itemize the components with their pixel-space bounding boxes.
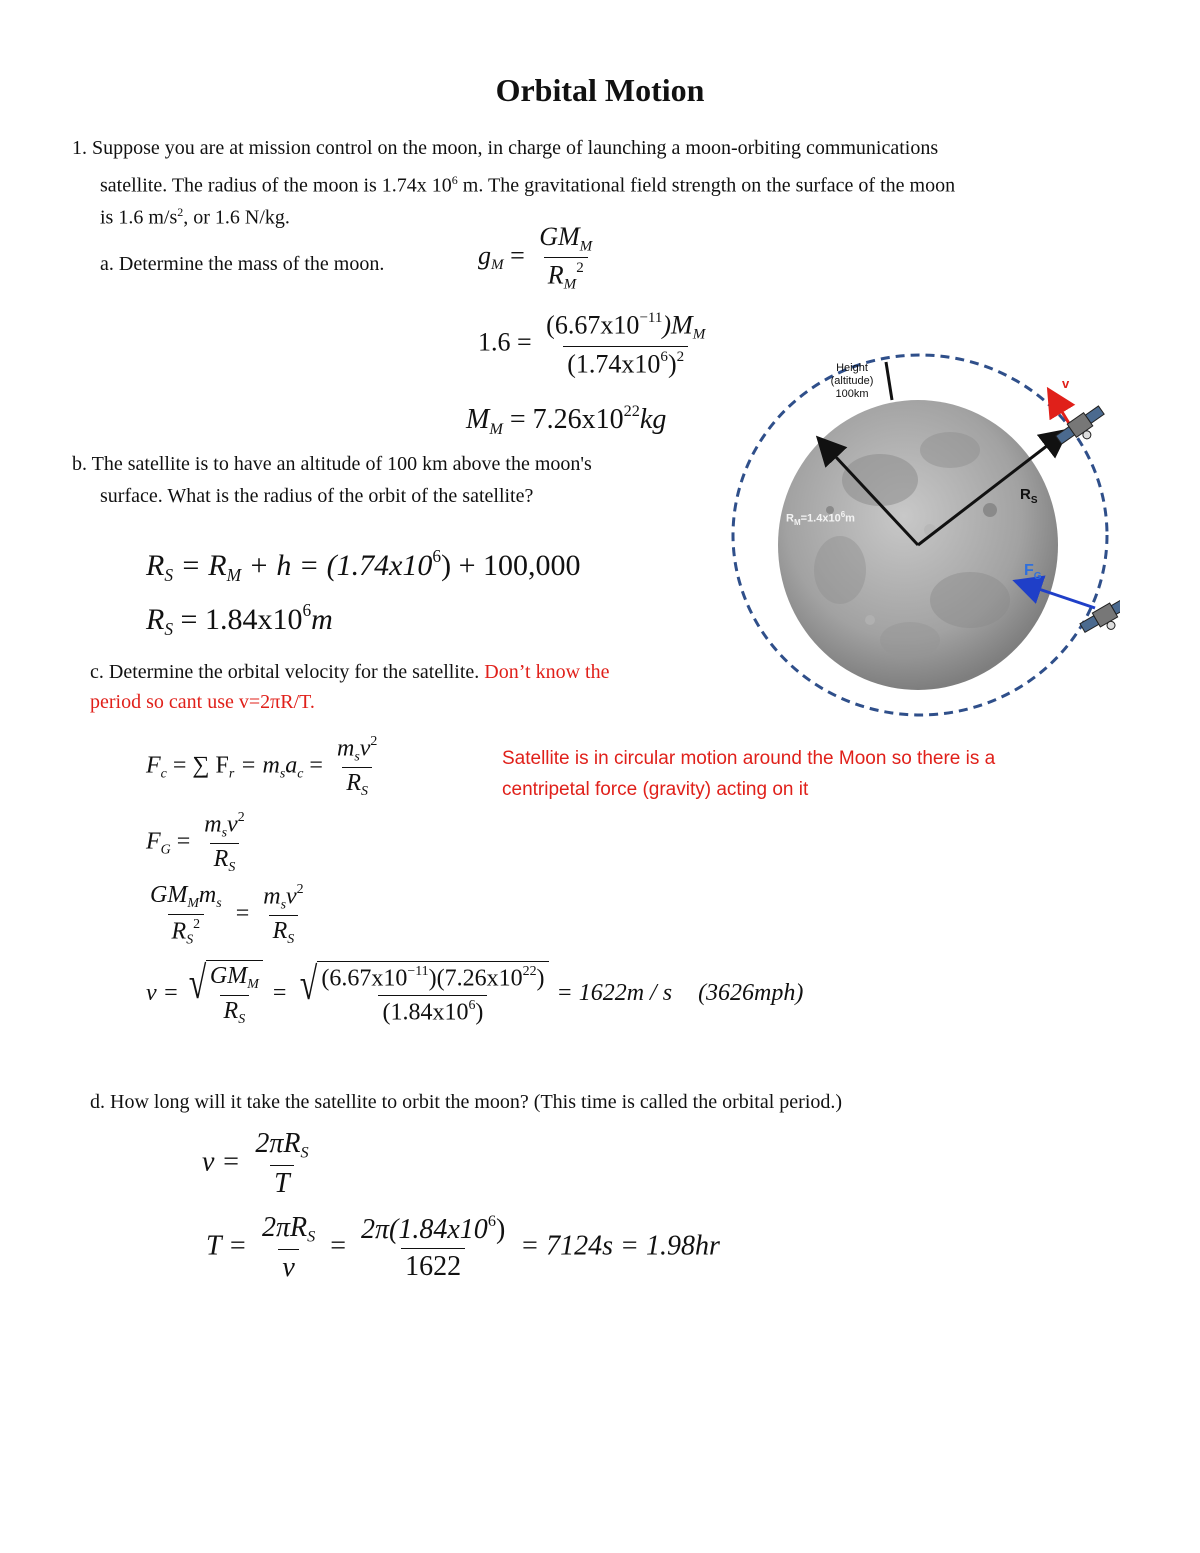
eq-subscript: S xyxy=(361,784,368,800)
equation-period xyxy=(206,1212,720,1284)
eq-term: a xyxy=(285,752,298,779)
eq-fraction xyxy=(535,222,596,294)
eq-superscript: 2 xyxy=(296,882,304,897)
eq-symbol: F xyxy=(146,752,161,779)
eq-denominator: ) xyxy=(475,999,484,1026)
moon-radius-unit: m xyxy=(845,512,855,525)
eq-superscript: −11 xyxy=(407,964,429,980)
problem-number: 1. xyxy=(72,137,87,159)
eq-equals: = xyxy=(170,828,191,855)
eq-superscript: 2 xyxy=(370,734,378,749)
eq-superscript: 6 xyxy=(302,600,312,620)
orbit-diagram xyxy=(720,340,1120,740)
eq-numerator: v xyxy=(227,811,238,838)
eq-symbol: F xyxy=(146,828,161,855)
equation-orbit-radius xyxy=(146,546,581,586)
eq-subscript: S xyxy=(238,1011,246,1027)
problem-text-3b: , or 1.6 N/kg. xyxy=(183,206,290,229)
eq-numerator: GM xyxy=(150,882,188,908)
problem-text-2a: satellite. The radius of the moon is 1.74x 10 xyxy=(100,174,452,197)
problem-text-1: Suppose you are at mission control on the moon, in charge of launching a moon-orbiting communications xyxy=(92,137,939,159)
moon-radius-symbol: R xyxy=(786,512,794,525)
part-c-question: c. Determine the orbital velocity for the satellite. xyxy=(90,661,480,683)
orbit-radius-symbol: R xyxy=(1020,486,1031,503)
eq-subscript: S xyxy=(186,932,194,948)
eq-term: = m xyxy=(234,752,280,779)
problem-line-2 xyxy=(100,168,955,198)
eq-denominator-tail: ) xyxy=(667,348,677,378)
eq-symbol: g xyxy=(478,240,491,270)
part-b-line-1: b. The satellite is to have an altitude of 100 km above the moon's xyxy=(72,453,592,475)
eq-numerator: 2πR xyxy=(255,1128,301,1159)
velocity-label: v xyxy=(1062,376,1070,391)
orbit-radius-label xyxy=(1020,486,1038,506)
eq-numerator: GM xyxy=(209,963,248,989)
eq-superscript: 6 xyxy=(432,546,442,566)
altitude-label xyxy=(818,362,886,401)
eq-denominator: R xyxy=(547,260,564,290)
eq-superscript: −11 xyxy=(639,310,663,326)
problem-exponent: 6 xyxy=(451,173,458,187)
eq-numerator: 2πR xyxy=(261,1212,308,1243)
eq-subscript: M xyxy=(226,565,242,586)
eq-term: = R xyxy=(173,549,227,583)
eq-numerator: m xyxy=(198,882,217,908)
altitude-label-line-3: 100km xyxy=(835,388,869,400)
eq-superscript: 2 xyxy=(676,348,685,365)
eq-denominator: v xyxy=(282,1251,295,1283)
moon-radius-label xyxy=(786,510,855,527)
eq-lhs: v = xyxy=(146,980,179,1007)
eq-fraction-right xyxy=(259,882,307,948)
eq-subscript: S xyxy=(228,860,236,876)
problem-text-2b: m. The gravitational field strength on the surface of the moon xyxy=(457,174,956,197)
equation-orbit-radius-result xyxy=(146,600,333,640)
moon-radius-value: =1.4x10 xyxy=(800,512,841,525)
eq-denominator: R xyxy=(171,918,187,945)
problem-text-3a: is 1.6 m/s xyxy=(100,206,178,229)
eq-numerator: v xyxy=(359,735,371,762)
eq-denominator: R xyxy=(346,770,362,797)
moon-radius-subscript: M xyxy=(793,517,801,527)
eq-numerator: GM xyxy=(539,222,580,251)
eq-numerator: (6.67x10 xyxy=(546,310,640,340)
eq-superscript: 6 xyxy=(487,1212,496,1231)
eq-denominator: R xyxy=(272,918,288,945)
eq-denominator: R xyxy=(213,846,229,873)
part-a-question: a. Determine the mass of the moon. xyxy=(100,253,385,275)
eq-superscript: 22 xyxy=(623,402,640,420)
eq-equals: = xyxy=(272,980,287,1007)
equation-velocity xyxy=(146,957,804,1028)
problem-line-1 xyxy=(72,136,938,160)
equation-centripetal xyxy=(146,734,385,800)
eq-subscript: M xyxy=(563,276,577,293)
equation-gravity: $g_M$ = $\frac{GM_M}{R_M^2}$ xyxy=(478,222,600,294)
altitude-marker xyxy=(886,362,892,400)
eq-subscript: S xyxy=(287,932,295,948)
eq-numerator: m xyxy=(336,735,355,762)
eq-subscript: c xyxy=(160,766,167,782)
orbit-radius-subscript: S xyxy=(1030,495,1038,506)
eq-velocity-result: = 1622m / s xyxy=(556,980,673,1007)
equation-force-balance xyxy=(142,882,312,948)
part-c-line-1 xyxy=(90,660,609,684)
eq-subscript: s xyxy=(354,749,360,765)
eq-fraction xyxy=(258,1212,319,1284)
eq-denominator: (1.74x10 xyxy=(567,348,661,378)
altitude-label-line-1: Height xyxy=(836,362,868,374)
equation-mass-result xyxy=(466,402,666,439)
eq-period-result: = 7124s = 1.98hr xyxy=(520,1230,720,1262)
eq-numerator: ) xyxy=(536,965,545,992)
gravity-force-symbol: F xyxy=(1024,562,1034,579)
eq-numerator: ) xyxy=(495,1214,506,1246)
eq-superscript: 22 xyxy=(522,964,537,980)
eq-fraction xyxy=(200,810,248,876)
eq-subscript: M xyxy=(187,895,199,911)
eq-equals: = xyxy=(303,752,323,779)
eq-subscript: M xyxy=(491,257,504,274)
eq-numerator-tail: )M xyxy=(662,310,693,340)
eq-numerator: (6.67x10 xyxy=(321,965,408,992)
eq-denominator: R xyxy=(223,997,239,1024)
eq-denominator: T xyxy=(274,1167,290,1199)
eq-subscript: S xyxy=(164,619,174,640)
eq-subscript: M xyxy=(579,238,593,255)
eq-subscript: s xyxy=(280,897,286,913)
eq-symbol: R xyxy=(146,549,165,583)
eq-numerator: )(7.26x10 xyxy=(428,965,523,992)
eq-radical: √ $\frac{(6.67x10^{-11})(7.26x10^{22})}{(1.84x10^6)}$ xyxy=(296,961,548,1026)
eq-subscript: M xyxy=(489,419,503,438)
eq-lhs: 1.6 = xyxy=(478,327,532,357)
eq-symbol: M xyxy=(466,404,490,436)
side-note-line-1: Satellite is in circular motion around the Moon so there is a xyxy=(502,748,996,769)
gravity-force-subscript: G xyxy=(1033,571,1042,583)
moon-radius-exponent: 6 xyxy=(840,510,846,519)
eq-unit: m xyxy=(311,603,333,637)
eq-lhs: T = xyxy=(206,1230,247,1262)
eq-fraction xyxy=(251,1128,312,1200)
eq-subscript: G xyxy=(160,842,171,858)
eq-equals: = xyxy=(330,1230,347,1262)
eq-term: ) + 100,000 xyxy=(441,549,581,583)
eq-unit: kg xyxy=(639,404,667,436)
eq-subscript: s xyxy=(279,766,286,782)
eq-fraction-left xyxy=(146,882,226,948)
eq-numerator: 2π(1.84x10 xyxy=(361,1214,488,1246)
eq-subscript: M xyxy=(692,326,706,343)
eq-symbol: R xyxy=(146,603,165,637)
eq-superscript: 2 xyxy=(193,916,201,932)
eq-fraction xyxy=(542,310,709,379)
eq-subscript: S xyxy=(164,565,174,586)
eq-denominator: (1.84x10 xyxy=(382,999,469,1026)
eq-equals: = xyxy=(235,900,250,927)
part-d-question: d. How long will it take the satellite to orbit the moon? (This time is called the orbital period.) xyxy=(90,1091,843,1113)
equation-mass-substitution xyxy=(478,310,713,379)
eq-subscript: S xyxy=(300,1143,309,1162)
equation-velocity-period xyxy=(202,1128,317,1200)
eq-sigma: = ∑ F xyxy=(172,752,229,779)
eq-superscript: 2 xyxy=(576,260,584,277)
eq-denominator: 1622 xyxy=(405,1251,462,1283)
page-title: Orbital Motion xyxy=(495,72,705,108)
gravity-force-label xyxy=(1024,562,1042,582)
eq-fraction xyxy=(333,734,381,800)
altitude-label-line-2: (altitude) xyxy=(830,375,874,387)
problem-exponent-2: 2 xyxy=(177,205,184,219)
satellite-bottom-icon xyxy=(1078,595,1120,642)
eq-subscript: c xyxy=(297,766,304,782)
eq-superscript: 2 xyxy=(237,810,245,825)
eq-rhs: = 7.26x10 xyxy=(502,404,624,436)
eq-superscript: 6 xyxy=(468,997,476,1013)
equation-gravity-force xyxy=(146,810,253,876)
eq-term: = 1.84x10 xyxy=(173,603,303,637)
eq-lhs: v = xyxy=(202,1146,241,1178)
part-c-note-1: Don’t know the xyxy=(479,661,610,683)
eq-numerator: m xyxy=(204,811,222,838)
part-c-note-2: period so cant use v=2πR/T. xyxy=(90,691,315,713)
eq-subscript: S xyxy=(307,1227,316,1246)
side-note-line-2: centripetal force (gravity) acting on it xyxy=(502,779,809,800)
eq-subscript: r xyxy=(228,766,235,782)
part-b-line-2: surface. What is the radius of the orbit of the satellite? xyxy=(100,485,534,507)
eq-radical: √ $\frac{GM_M}{R_S}$ xyxy=(185,960,263,1028)
eq-velocity-mph: (3626mph) xyxy=(698,980,804,1007)
eq-numerator: v xyxy=(286,883,297,910)
eq-subscript: s xyxy=(221,825,228,841)
eq-term: + h = (1.74x10 xyxy=(241,549,433,583)
eq-fraction xyxy=(357,1212,509,1283)
eq-subscript: M xyxy=(247,976,259,992)
eq-superscript: 6 xyxy=(660,348,668,365)
eq-subscript: s xyxy=(216,895,222,911)
eq-numerator: m xyxy=(263,883,281,910)
problem-line-3 xyxy=(100,200,290,230)
